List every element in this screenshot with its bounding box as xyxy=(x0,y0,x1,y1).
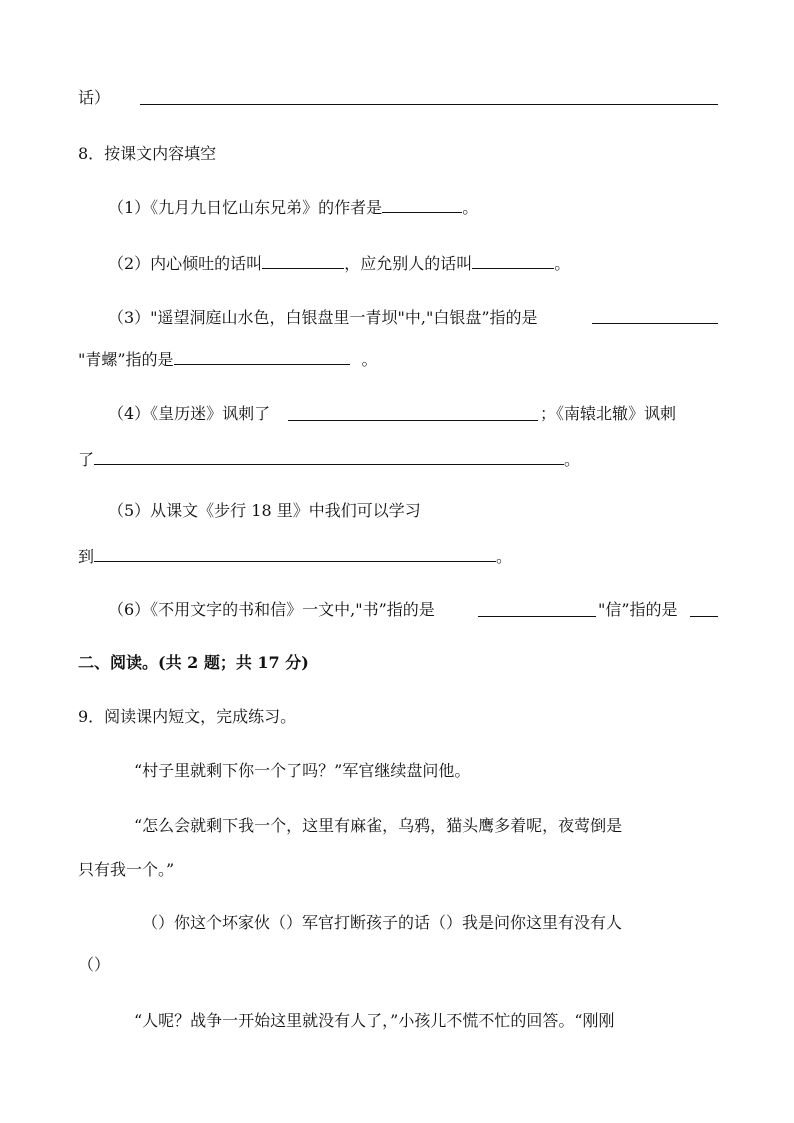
q8-item-2-blank-2[interactable] xyxy=(472,252,554,269)
q8-item-6-blank-1[interactable] xyxy=(478,616,596,617)
prev-question-tail xyxy=(78,87,110,109)
q8-item-4-text-c: 了 xyxy=(78,450,95,469)
q9-paragraph-4: “人呢？战争一开始这里就没有人了，”小孩儿不慌不忙的回答。“刚刚 xyxy=(134,1011,615,1030)
q8-item-3-line-2 xyxy=(78,348,378,371)
q8-title: 8．按课文内容填空 xyxy=(78,144,217,163)
q8-item-4-blank-2[interactable] xyxy=(94,448,564,465)
q8-item-1-text: （1）《九月九日忆山东兄弟》的作者是 xyxy=(108,198,383,217)
q8-item-2-text-b: ，应允别人的话叫 xyxy=(344,254,473,273)
q8-item-4-line-1 xyxy=(108,403,270,425)
q8-item-3-text-b: "青螺”指的是 xyxy=(78,350,174,369)
q8-item-5-line-1 xyxy=(108,500,421,522)
q8-item-3-blank-1[interactable] xyxy=(592,323,718,324)
q8-item-6-part-2 xyxy=(598,599,678,621)
q8-item-5-blank[interactable] xyxy=(94,545,496,562)
q8-item-3-text-a: （3）"遥望洞庭山水色，白银盘里一青坝"中,"白银盘”指的是 xyxy=(108,308,538,327)
q8-item-4-end: 。 xyxy=(564,450,581,469)
q8-item-4-line-1b xyxy=(540,403,676,425)
q8-item-2-text-a: （2）内心倾吐的话叫 xyxy=(108,254,263,273)
q9-title: 9．阅读课内短文，完成练习。 xyxy=(78,707,297,726)
q8-item-6-blank-2[interactable] xyxy=(690,616,718,617)
q8-item-5-end: 。 xyxy=(496,547,513,566)
section-2-heading: 二、阅读。(共 2 题；共 17 分) xyxy=(78,653,309,672)
q8-item-1-blank[interactable] xyxy=(382,196,462,213)
q8-item-6-text-a: （6）《不用文字的书和信》一文中,"书”指的是 xyxy=(108,600,435,619)
q8-item-2 xyxy=(108,252,570,275)
q9-punctuation-exercise-line-1[interactable]: （）你这个坏家伙（）军官打断孩子的话（）我是问你这里有没有人 xyxy=(142,913,623,932)
q8-item-5-text-a: （5）从课文《步行 18 里》中我们可以学习 xyxy=(108,501,421,520)
q8-item-5-line-2 xyxy=(78,545,512,568)
q8-item-2-blank-1[interactable] xyxy=(262,252,344,269)
q8-item-4-text-b: ；《南辕北辙》讽刺 xyxy=(540,404,677,423)
answer-line-prev[interactable] xyxy=(140,104,718,105)
q8-item-1-end: 。 xyxy=(462,198,479,217)
q9-punctuation-exercise-line-2[interactable]: （） xyxy=(78,955,111,974)
q8-item-4-line-2 xyxy=(78,448,580,471)
q8-item-4-text-a: （4）《皇历迷》讽刺了 xyxy=(108,404,271,423)
q8-item-1 xyxy=(108,196,478,219)
q9-paragraph-2-line-1: “怎么会就剩下我一个，这里有麻雀，乌鸦，猫头鹰多着呢，夜莺倒是 xyxy=(134,816,623,835)
q8-item-6 xyxy=(108,599,435,621)
q9-paragraph-2-line-2: 只有我一个。” xyxy=(78,860,175,879)
q8-item-6-text-b: "信”指的是 xyxy=(598,600,678,619)
q8-item-3-blank-2[interactable] xyxy=(174,348,350,365)
q8-item-5-text-b: 到 xyxy=(78,547,95,566)
q8-item-2-end: 。 xyxy=(554,254,571,273)
q8-item-3-end: 。 xyxy=(361,350,378,369)
q8-item-3-line-1 xyxy=(108,307,538,329)
q9-paragraph-1: “村子里就剩下你一个了吗？”军官继续盘问他。 xyxy=(134,761,471,780)
prev-question-tail-text: 话） xyxy=(78,88,111,107)
q8-item-4-blank-1[interactable] xyxy=(288,420,538,421)
